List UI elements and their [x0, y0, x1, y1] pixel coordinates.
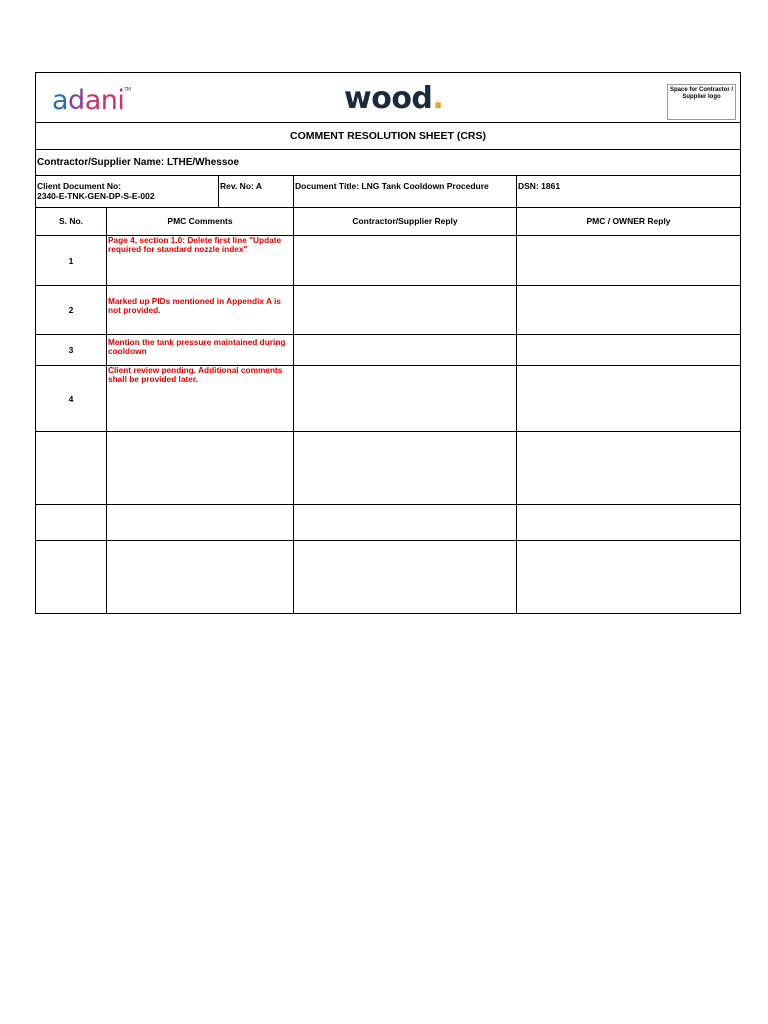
- row-sno: 1: [36, 236, 107, 285]
- col-sno: S. No.: [36, 208, 107, 235]
- row-comment: [107, 541, 294, 613]
- row-reply: [294, 286, 517, 334]
- row-reply: [294, 366, 517, 431]
- dsn-number: DSN: 1861: [518, 181, 561, 191]
- table-row: [36, 432, 740, 505]
- row-comment: [107, 505, 294, 540]
- row-comment: Mention the tank pressure maintained during cooldown: [107, 335, 294, 365]
- row-comment: Marked up PIDs mentioned in Appendix A is not provided.: [107, 286, 294, 334]
- row-reply: [294, 236, 517, 285]
- revision-number: Rev. No: A: [219, 176, 294, 207]
- col-owner-reply: PMC / OWNER Reply: [586, 216, 671, 226]
- sheet-title: COMMENT RESOLUTION SHEET (CRS): [36, 123, 740, 150]
- row-owner-reply: [517, 505, 740, 540]
- table-row: [36, 286, 740, 335]
- wood-logo: wood.: [344, 81, 444, 116]
- table-row: [36, 541, 740, 613]
- row-comment: [107, 432, 294, 504]
- logo-row: [36, 73, 740, 123]
- table-header: [36, 208, 740, 236]
- document-info-row: [36, 176, 740, 208]
- row-owner-reply: [517, 236, 740, 285]
- table-row: [36, 505, 740, 541]
- row-sno: [36, 505, 107, 540]
- row-owner-reply: [517, 335, 740, 365]
- row-owner-reply: [517, 541, 740, 613]
- table-row: [36, 366, 740, 432]
- row-owner-reply: [517, 286, 740, 334]
- table-row: [36, 335, 740, 366]
- row-sno: [36, 432, 107, 504]
- col-pmc-comments: PMC Comments: [107, 208, 294, 235]
- document-title: Document Title: LNG Tank Cooldown Procedure: [294, 176, 517, 207]
- contractor-name: Contractor/Supplier Name: LTHE/Whessoe: [36, 150, 740, 176]
- row-reply: [294, 432, 517, 504]
- row-sno: [36, 541, 107, 613]
- crs-sheet: [35, 72, 741, 614]
- row-sno: 3: [36, 335, 107, 365]
- row-comment: Page 4, section 1.0: Delete first line "Update required for standard nozzle index": [107, 236, 294, 285]
- client-document-no: Client Document No: 2340-E-TNK-GEN-DP-S-E-002: [36, 176, 219, 207]
- row-reply: [294, 541, 517, 613]
- row-sno: 4: [36, 366, 107, 431]
- row-owner-reply: [517, 366, 740, 431]
- row-owner-reply: [517, 432, 740, 504]
- row-sno: 2: [36, 286, 107, 334]
- contractor-logo-space: Space for Contractor / Supplier logo: [667, 84, 736, 120]
- row-reply: [294, 505, 517, 540]
- adani-logo: adani™: [52, 85, 131, 116]
- table-row: [36, 236, 740, 286]
- col-contractor-reply: Contractor/Supplier Reply: [294, 208, 517, 235]
- row-comment: Client review pending. Additional comments shall be provided later.: [107, 366, 294, 431]
- row-reply: [294, 335, 517, 365]
